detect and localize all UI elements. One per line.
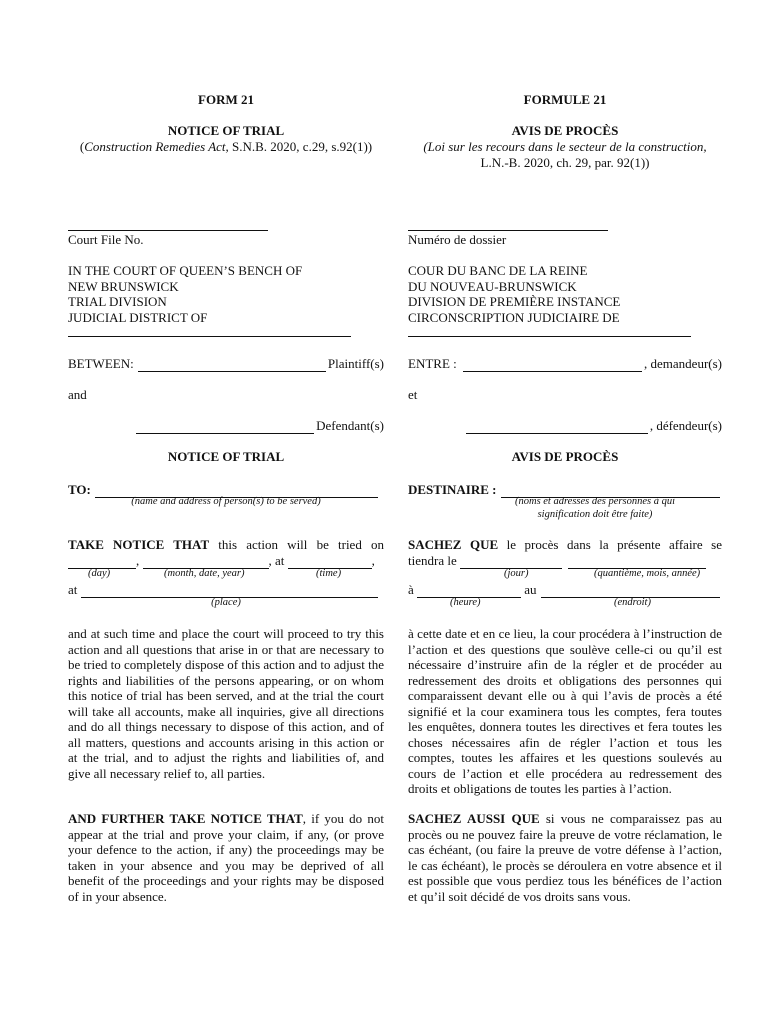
time-hint: (time) bbox=[316, 568, 342, 579]
defendant-row bbox=[464, 418, 722, 434]
further-notice-paragraph bbox=[68, 811, 384, 904]
court-line: DIVISION DE PREMIÈRE INSTANCE bbox=[408, 294, 621, 309]
court-paragraph: à cette date et en ce lieu, la cour procédera à l’instruction de l’action et des questions que soulève celle-ci ou qu’il est nécessaire d’instruire afin de la régler et de procéder au redressement des droits et obligations des personnes qui comparaissent devant elle ou à qui l’avis de procès a été signifié et la cour examinera tous les comptes, fera toutes les enquêtes, donnera toutes les directives et fera toutes les choses nécessaires afin de régler l’action et tous les comptes, toutes les affaires et les questions soulevés au cours de l’action et elle procédera au redressement des droits et obligations de toutes les parties à l’action. bbox=[408, 626, 722, 796]
plaintiff-line[interactable] bbox=[138, 360, 326, 372]
and-label: et bbox=[408, 387, 418, 402]
court-line: IN THE COURT OF QUEEN’S BENCH OF bbox=[68, 263, 303, 278]
day-hint: (jour) bbox=[504, 568, 529, 579]
take-notice-line bbox=[68, 537, 384, 553]
court-line: NEW BRUNSWICK bbox=[68, 278, 179, 294]
act-citation bbox=[68, 139, 384, 155]
at-place-label: at bbox=[68, 582, 78, 597]
to-label: DESTINAIRE : bbox=[408, 482, 497, 497]
day-hint: (day) bbox=[88, 568, 111, 579]
take-notice-bold: TAKE NOTICE THAT bbox=[68, 537, 210, 552]
and-label: and bbox=[68, 387, 87, 402]
defendant-row bbox=[134, 418, 384, 434]
time-hint: (heure) bbox=[450, 597, 481, 608]
court-line: TRIAL DIVISION bbox=[68, 294, 167, 309]
court-file-line[interactable] bbox=[408, 218, 608, 231]
further-rest: si vous ne comparaissez pas au procès ou ne pouvez faire la preuve de votre réclamation, le cas échéant, (ou faire la preuve de votre défense à l’action, le cas échéant), le procès se déroulera en votre absence et il est possible que vous perdiez tous les bénéfices de l’action et qu’il soit décidé de vos droits sans vous. bbox=[408, 811, 722, 904]
between-row bbox=[68, 356, 384, 372]
month-hint: (quantième, mois, année) bbox=[594, 568, 701, 579]
act-name: Construction Remedies Act, bbox=[84, 139, 229, 154]
further-notice-paragraph bbox=[408, 811, 722, 904]
defendant-label: , défendeur(s) bbox=[649, 418, 722, 433]
act-reference: S.N.B. 2020, c.29, s.92(1)) bbox=[228, 139, 373, 154]
take-notice-rest: this action will be tried on bbox=[209, 537, 384, 552]
place-hint: (place) bbox=[211, 597, 241, 608]
to-hint-line2: signification doit être faite) bbox=[537, 509, 653, 520]
to-hint-line1: (noms et adresses des personnes à qui bbox=[514, 496, 675, 507]
to-hint: (name and address of person(s) to be served) bbox=[131, 496, 321, 507]
plaintiff-label: Plaintiff(s) bbox=[327, 356, 384, 371]
act-citation-line1: (Loi sur les recours dans le secteur de la construction, bbox=[423, 139, 707, 154]
court-paragraph: and at such time and place the court will proceed to try this action and all questions that arise in or that are necessary to be tried to completely dispose of this action and to adjust the rights and liabilities of the persons appearing, or on whom this notice of trial has been served, and at the trial the court will take all accounts, make all inquiries, give all directions and do all things necessary to dispose of this action, and of all matters, questions and accounts arising in this action or at the trial, and to adjust the rights and liabilities of, and give all necessary relief to, all parties. bbox=[68, 626, 384, 781]
further-bold: AND FURTHER TAKE NOTICE THAT bbox=[68, 811, 303, 826]
to-label: TO: bbox=[68, 482, 91, 497]
between-label: BETWEEN: bbox=[68, 356, 134, 371]
notice-heading: AVIS DE PROCÈS bbox=[511, 449, 619, 464]
further-rest: , if you do not appear at the trial and prove your claim, if any, (or prove your defence to the action, if any) the proceedings may be taken in your absence and you may be deprived of all benefit of the proceedings and your rights may be disposed of in your absence. bbox=[68, 811, 384, 904]
form-title: AVIS DE PROCÈS bbox=[511, 123, 619, 138]
defendant-line[interactable] bbox=[466, 422, 648, 434]
judicial-district-line[interactable] bbox=[68, 324, 351, 337]
defendant-line[interactable] bbox=[136, 422, 314, 434]
take-notice-rest: le procès dans la présente affaire se bbox=[498, 537, 722, 552]
take-notice-line bbox=[408, 537, 722, 553]
court-line: JUDICIAL DISTRICT OF bbox=[68, 309, 208, 325]
take-notice-bold: SACHEZ QUE bbox=[408, 537, 499, 552]
court-line: CIRCONSCRIPTION JUDICIAIRE DE bbox=[408, 309, 620, 325]
court-file-label: Numéro de dossier bbox=[408, 232, 507, 247]
court-file-label: Court File No. bbox=[68, 232, 144, 247]
judicial-district-line[interactable] bbox=[408, 324, 691, 337]
court-heading bbox=[68, 263, 384, 325]
date-row: , , at , bbox=[68, 553, 384, 569]
act-open: ( bbox=[79, 139, 85, 154]
court-file-line[interactable] bbox=[68, 218, 268, 231]
tiendra-label: tiendra le bbox=[408, 553, 457, 568]
notice-heading: NOTICE OF TRIAL bbox=[167, 449, 285, 464]
place-hint: (endroit) bbox=[614, 597, 651, 608]
a-label: à bbox=[408, 582, 414, 597]
at-label: , at bbox=[268, 553, 285, 568]
month-hint: (month, date, year) bbox=[164, 568, 245, 579]
form-label: FORMULE 21 bbox=[523, 92, 607, 107]
act-citation-line2: L.N.-B. 2020, ch. 29, par. 92(1)) bbox=[480, 155, 650, 170]
au-label: au bbox=[524, 582, 537, 597]
form-label: FORM 21 bbox=[198, 92, 254, 107]
between-label: ENTRE : bbox=[408, 356, 457, 371]
court-heading bbox=[408, 263, 722, 325]
form-title: NOTICE OF TRIAL bbox=[167, 123, 285, 138]
further-bold: SACHEZ AUSSI QUE bbox=[408, 811, 540, 826]
between-row bbox=[408, 356, 722, 372]
court-line: COUR DU BANC DE LA REINE bbox=[408, 263, 588, 278]
plaintiff-line[interactable] bbox=[463, 360, 642, 372]
defendant-label: Defendant(s) bbox=[316, 418, 384, 433]
plaintiff-label: , demandeur(s) bbox=[644, 356, 722, 371]
court-line: DU NOUVEAU-BRUNSWICK bbox=[408, 278, 577, 294]
